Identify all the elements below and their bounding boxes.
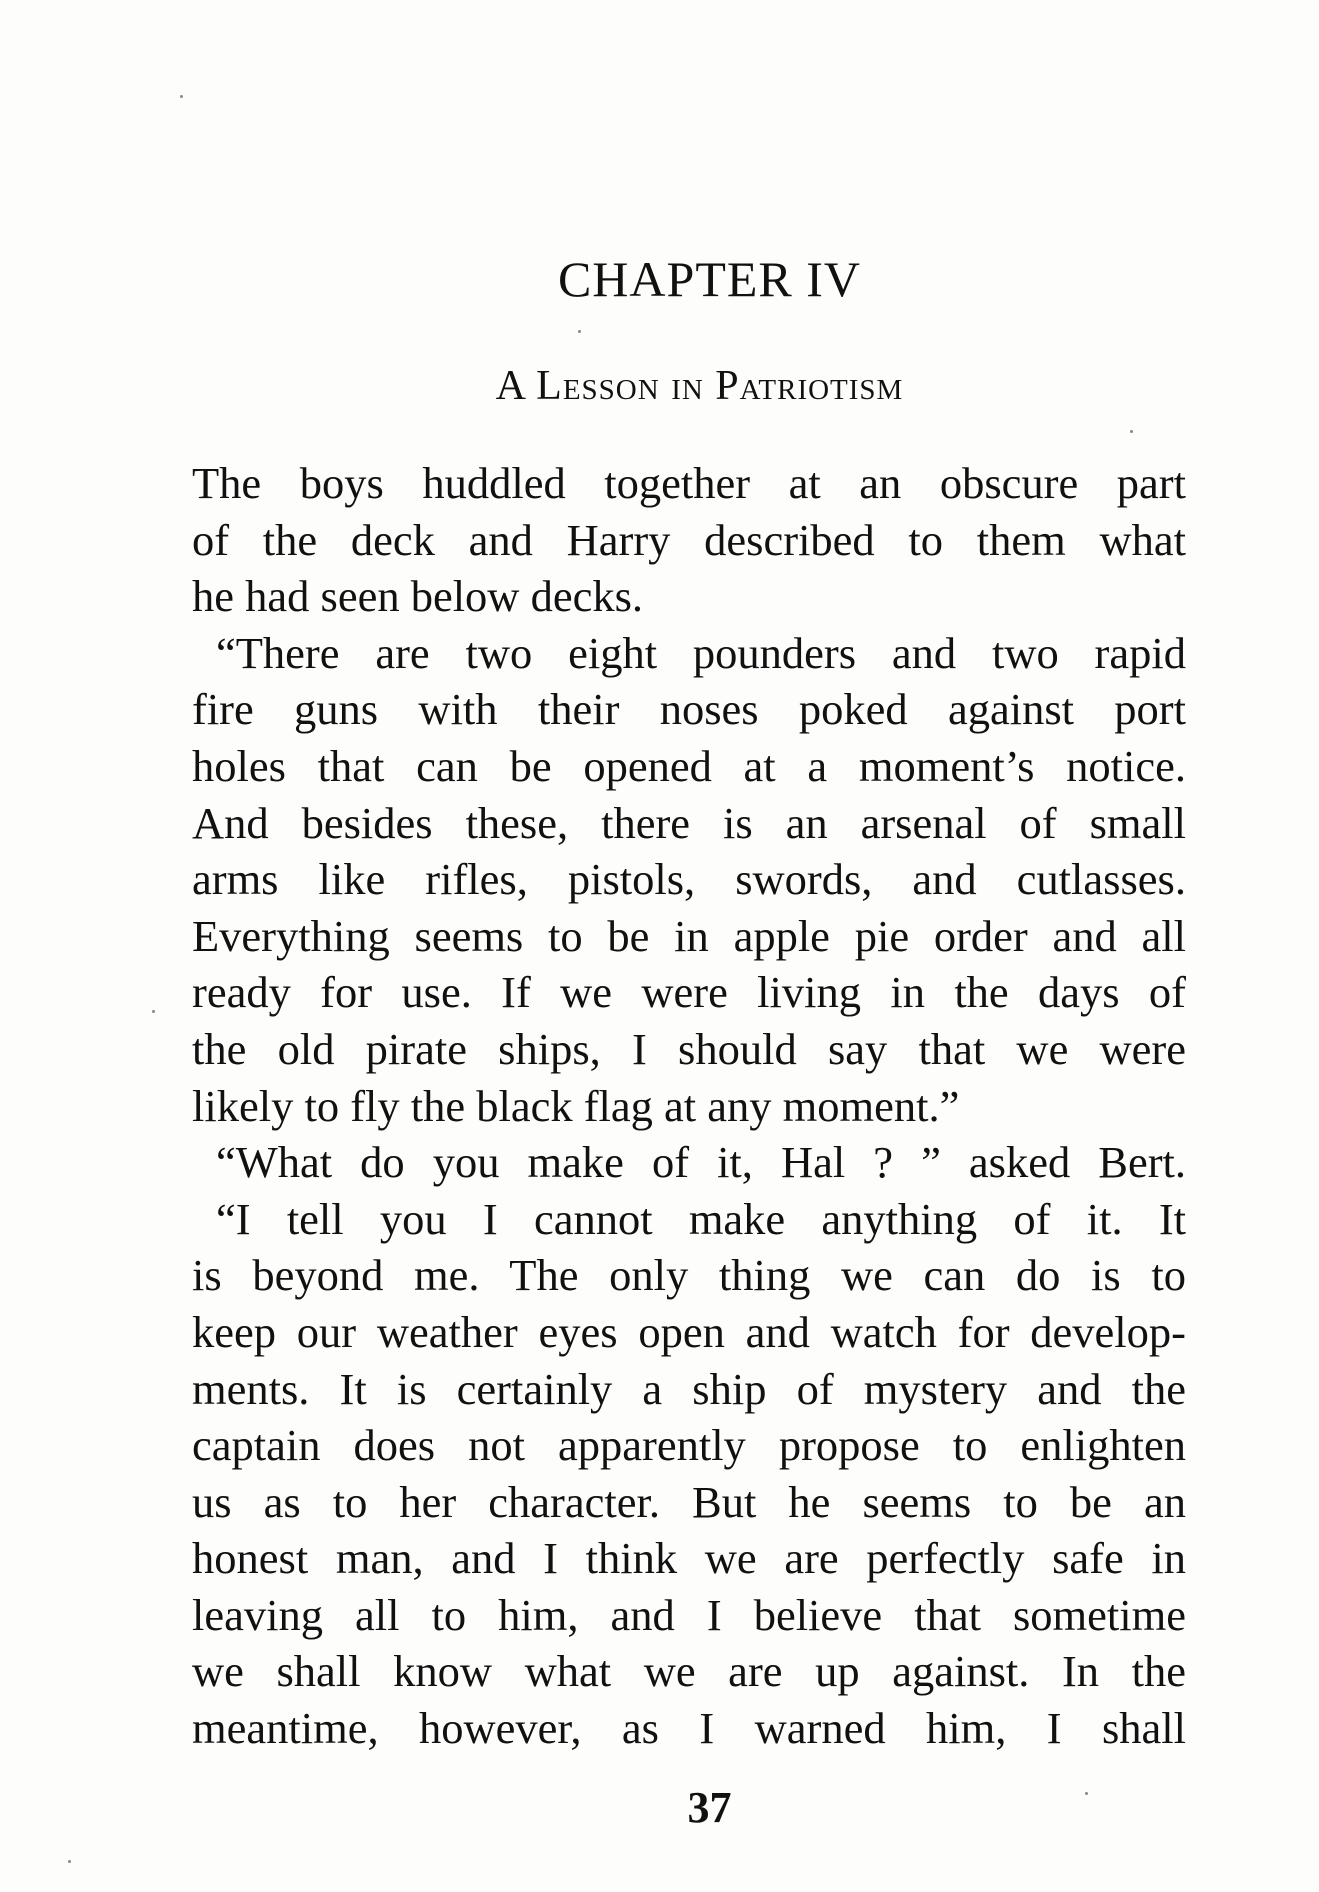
scan-speck — [180, 95, 183, 98]
text-line: “I tell you I cannot make anything of it. It — [216, 1193, 1186, 1244]
text-line: we shall know what we are up against. In the — [192, 1646, 1186, 1697]
text-line: And besides these, there is an arsenal of small — [192, 797, 1186, 848]
scan-speck — [1085, 1792, 1088, 1795]
text-line: of the deck and Harry described to them what — [192, 514, 1186, 565]
page-number: 37 — [687, 1783, 732, 1832]
text-line: The boys huddled together at an obscure part — [192, 458, 1186, 508]
text-line: leaving all to him, and I believe that sometime — [192, 1589, 1186, 1640]
text-line: captain does not apparently propose to enlighten — [192, 1420, 1186, 1471]
text-line: holes that can be opened at a moment’s notice. — [192, 740, 1186, 791]
scan-speck — [68, 1860, 71, 1863]
text-line: arms like rifles, pistols, swords, and cutlasses. — [192, 854, 1186, 905]
text-line: “What do you make of it, Hal ? ” asked Bert. — [216, 1137, 1186, 1188]
text-line: Everything seems to be in apple pie order and all — [192, 910, 1186, 961]
text-line: ments. It is certainly a ship of mystery and the — [192, 1363, 1186, 1414]
text-line: the old pirate ships, I should say that we were — [192, 1023, 1186, 1074]
text-line: honest man, and I think we are perfectly safe in — [192, 1533, 1186, 1584]
text-line: likely to fly the black flag at any moment.” — [192, 1080, 960, 1131]
chapter-subtitle: A Lesson in Patriotism — [495, 363, 904, 409]
text-line: is beyond me. The only thing we can do is to — [192, 1250, 1186, 1301]
text-line: meantime, however, as I warned him, I shall — [192, 1703, 1186, 1754]
body-text — [192, 455, 1186, 1757]
scan-speck — [152, 1010, 155, 1013]
text-line: “There are two eight pounders and two rapid — [216, 627, 1186, 678]
scan-speck — [1130, 430, 1133, 433]
scan-speck — [578, 330, 581, 333]
text-line: fire guns with their noses poked against port — [192, 684, 1186, 735]
text-line: keep our weather eyes open and watch for develop- — [192, 1306, 1186, 1357]
text-line: us as to her character. But he seems to be an — [192, 1476, 1186, 1527]
chapter-title: CHAPTER IV — [557, 251, 862, 307]
text-line: ready for use. If we were living in the days of — [192, 967, 1186, 1018]
text-line: he had seen below decks. — [192, 571, 644, 622]
